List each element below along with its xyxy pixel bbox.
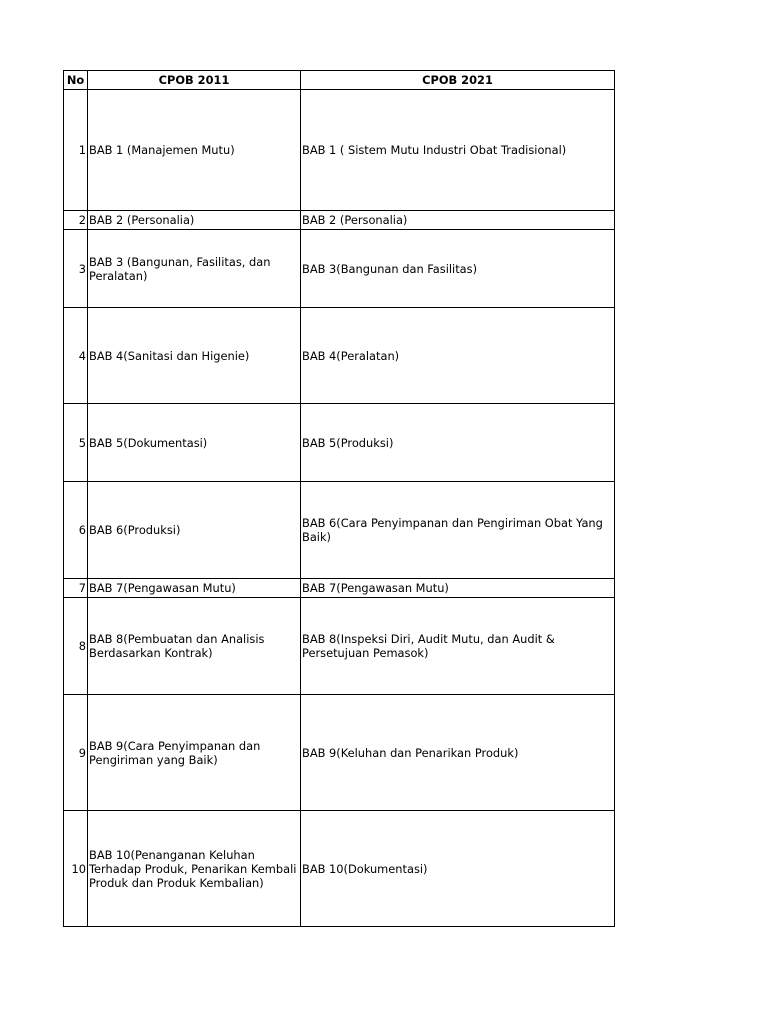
row-number: 8	[64, 598, 88, 695]
cpob-2021-cell: BAB 2 (Personalia)	[301, 211, 615, 230]
cpob-2011-cell: BAB 9(Cara Penyimpanan dan Pengiriman yang Baik)	[88, 695, 301, 811]
table-row	[64, 211, 615, 230]
cpob-2011-cell: BAB 5(Dokumentasi)	[88, 404, 301, 482]
cpob-2011-cell: BAB 4(Sanitasi dan Higenie)	[88, 308, 301, 404]
cpob-2021-cell: BAB 7(Pengawasan Mutu)	[301, 579, 615, 598]
table-row	[64, 90, 615, 211]
header-row	[64, 71, 615, 90]
cpob-2021-cell: BAB 9(Keluhan dan Penarikan Produk)	[301, 695, 615, 811]
table-row	[64, 230, 615, 308]
cpob-2021-cell: BAB 8(Inspeksi Diri, Audit Mutu, dan Audit & Persetujuan Pemasok)	[301, 598, 615, 695]
table-row	[64, 579, 615, 598]
cpob-2021-cell: BAB 5(Produksi)	[301, 404, 615, 482]
row-number: 5	[64, 404, 88, 482]
row-number: 6	[64, 482, 88, 579]
cpob-2021-cell: BAB 10(Dokumentasi)	[301, 811, 615, 927]
cpob-2011-cell: BAB 8(Pembuatan dan Analisis Berdasarkan Kontrak)	[88, 598, 301, 695]
cpob-2021-cell: BAB 3(Bangunan dan Fasilitas)	[301, 230, 615, 308]
cpob-2021-cell: BAB 4(Peralatan)	[301, 308, 615, 404]
cpob-2011-cell: BAB 3 (Bangunan, Fasilitas, dan Peralatan)	[88, 230, 301, 308]
header-no: No	[64, 71, 88, 90]
cpob-2021-cell: BAB 1 ( Sistem Mutu Industri Obat Tradisional)	[301, 90, 615, 211]
cpob-2011-cell: BAB 6(Produksi)	[88, 482, 301, 579]
cpob-2021-cell: BAB 6(Cara Penyimpanan dan Pengiriman Obat Yang Baik)	[301, 482, 615, 579]
cpob-comparison-table	[63, 70, 615, 927]
cpob-2011-cell: BAB 10(Penanganan Keluhan Terhadap Produk, Penarikan Kembali Produk dan Produk Kembalian)	[88, 811, 301, 927]
row-number: 1	[64, 90, 88, 211]
row-number: 2	[64, 211, 88, 230]
row-number: 10	[64, 811, 88, 927]
header-cpob-2011: CPOB 2011	[88, 71, 301, 90]
table-row	[64, 811, 615, 927]
cpob-2011-cell: BAB 7(Pengawasan Mutu)	[88, 579, 301, 598]
table-row	[64, 695, 615, 811]
row-number: 9	[64, 695, 88, 811]
cpob-2011-cell: BAB 1 (Manajemen Mutu)	[88, 90, 301, 211]
table-row	[64, 308, 615, 404]
row-number: 7	[64, 579, 88, 598]
header-cpob-2021: CPOB 2021	[301, 71, 615, 90]
cpob-2011-cell: BAB 2 (Personalia)	[88, 211, 301, 230]
row-number: 4	[64, 308, 88, 404]
table-row	[64, 598, 615, 695]
row-number: 3	[64, 230, 88, 308]
table-row	[64, 482, 615, 579]
table-row	[64, 404, 615, 482]
